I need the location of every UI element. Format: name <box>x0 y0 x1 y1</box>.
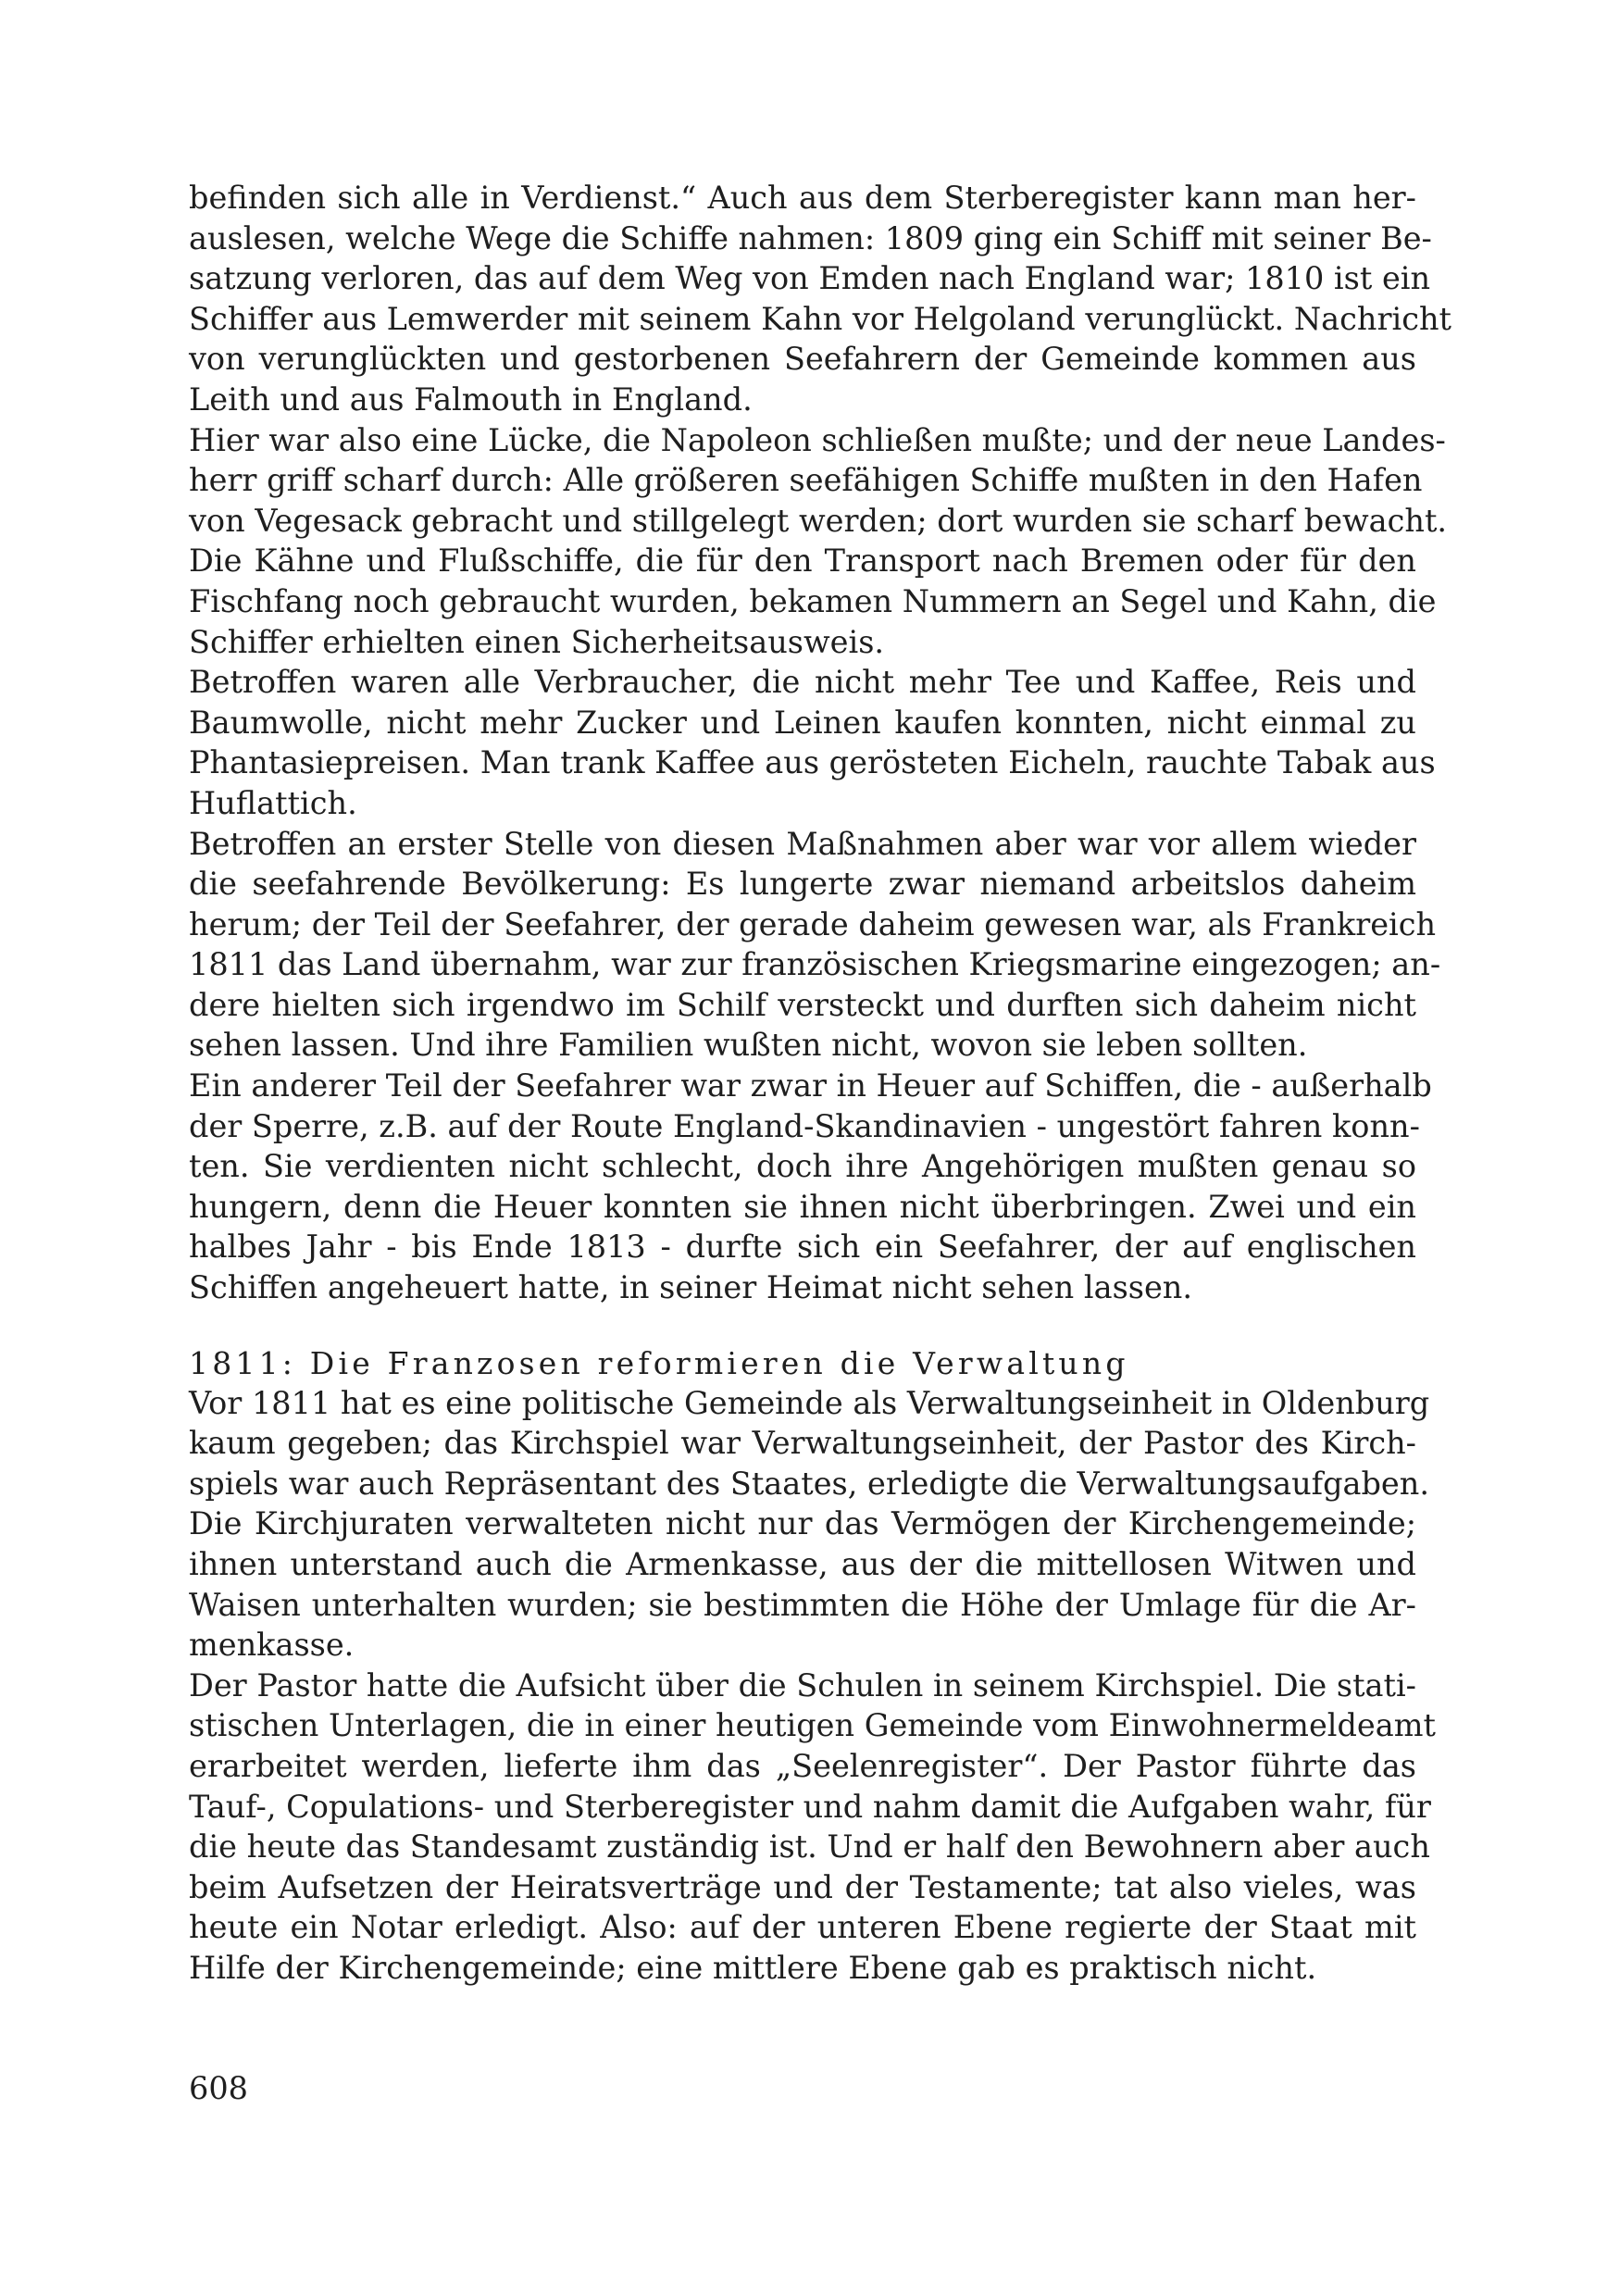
paragraph <box>189 824 1441 1067</box>
text-line: Hier war also eine Lücke, die Napoleon schließen mußte; und der neue Landes- <box>189 421 1446 458</box>
text-line: Baumwolle, nicht mehr Zucker und Leinen kaufen konnten, nicht einmal zu <box>189 704 1416 741</box>
text-line: heute ein Notar erledigt. Also: auf der unteren Ebene regierte der Staat mit <box>189 1909 1416 1946</box>
text-line: 1811 das Land übernahm, war zur französischen Kriegsmarine eingezogen; an- <box>189 946 1441 983</box>
text-line: Fischfang noch gebraucht wurden, bekamen Nummern an Segel und Kahn, die <box>189 582 1437 619</box>
text-line: der Sperre, z.B. auf der Route England-Skandinavien - ungestört fahren konn- <box>189 1107 1420 1144</box>
text-line: Die Kirchjuraten verwalteten nicht nur das Vermögen der Kirchengemeinde; <box>189 1505 1416 1542</box>
text-line: Schiffer aus Lemwerder mit seinem Kahn vor Helgoland verunglückt. Nachricht <box>189 300 1451 337</box>
text-line: ten. Sie verdienten nicht schlecht, doch ihre Angehörigen mußten genau so <box>189 1148 1416 1185</box>
text-line: herum; der Teil der Seefahrer, der gerade daheim gewesen war, als Frankreich <box>189 905 1437 942</box>
text-line: Schiffen angeheuert hatte, in seiner Heimat nicht sehen lassen. <box>189 1269 1193 1306</box>
text-line: Huflattich. <box>189 784 357 821</box>
text-line: hungern, denn die Heuer konnten sie ihnen nicht überbringen. Zwei und ein <box>189 1188 1416 1225</box>
page-body <box>189 178 1451 1989</box>
text-line: Tauf-, Copulations- und Sterberegister und nahm damit die Aufgaben wahr, für <box>189 1788 1431 1825</box>
text-line: befinden sich alle in Verdienst.“ Auch aus dem Sterberegister kann man her- <box>189 180 1416 216</box>
text-line: satzung verloren, das auf dem Weg von Emden nach England war; 1810 ist ein <box>189 260 1431 297</box>
text-line: Der Pastor hatte die Aufsicht über die Schulen in seinem Kirchspiel. Die stati- <box>189 1666 1416 1703</box>
text-line: menkasse. <box>189 1627 355 1664</box>
text-line: Betroffen waren alle Verbraucher, die nicht mehr Tee und Kaffee, Reis und <box>189 664 1416 701</box>
section-heading: 1811: Die Franzosen reformieren die Verwaltung <box>189 1344 1129 1381</box>
text-line: stischen Unterlagen, die in einer heutigen Gemeinde vom Einwohnermeldeamt <box>189 1707 1436 1744</box>
text-line: sehen lassen. Und ihre Familien wußten nicht, wovon sie leben sollten. <box>189 1027 1308 1064</box>
text-line: die heute das Standesamt zuständig ist. Und er half den Bewohnern aber auch <box>189 1828 1430 1866</box>
text-line: Vor 1811 hat es eine politische Gemeinde als Verwaltungseinheit in Oldenburg <box>189 1384 1430 1421</box>
text-block-top <box>189 178 1451 1308</box>
text-line: beim Aufsetzen der Heiratsverträge und der Testamente; tat also vieles, was <box>189 1868 1416 1905</box>
text-line: halbes Jahr - bis Ende 1813 - durfte sich ein Seefahrer, der auf englischen <box>189 1229 1416 1266</box>
text-line: ihnen unterstand auch die Armenkasse, aus der die mittellosen Witwen und <box>189 1546 1416 1582</box>
paragraph <box>189 178 1451 420</box>
text-line: Die Kähne und Flußschiffe, die für den Transport nach Bremen oder für den <box>189 543 1416 580</box>
text-line: erarbeitet werden, lieferte ihm das „Seelenregister“. Der Pastor führte das <box>189 1747 1416 1784</box>
text-line: auslesen, welche Wege die Schiffe nahmen: 1809 ging ein Schiff mit seiner Be- <box>189 219 1432 256</box>
text-line: von verunglückten und gestorbenen Seefahrern der Gemeinde kommen aus <box>189 341 1416 378</box>
text-line: dere hielten sich irgendwo im Schilf versteckt und durften sich daheim nicht <box>189 986 1416 1023</box>
page-number: 608 <box>189 2070 248 2106</box>
text-line: spiels war auch Repräsentant des Staates, erledigte die Verwaltungsaufgaben. <box>189 1465 1429 1502</box>
paragraph <box>189 1666 1436 1989</box>
text-line: Phantasiepreisen. Man trank Kaffee aus gerösteten Eicheln, rauchte Tabak aus <box>189 744 1436 781</box>
text-line: Leith und aus Falmouth in England. <box>189 381 753 418</box>
text-line: Hilfe der Kirchengemeinde; eine mittlere Ebene gab es praktisch nicht. <box>189 1949 1317 1986</box>
paragraph <box>189 420 1448 663</box>
text-block-bottom <box>189 1383 1436 1989</box>
text-line: Waisen unterhalten wurden; sie bestimmten die Höhe der Umlage für die Ar- <box>189 1586 1416 1623</box>
text-line: Schiffer erhielten einen Sicherheitsausweis. <box>189 623 885 660</box>
text-line: herr griff scharf durch: Alle größeren seefähigen Schiffe mußten in den Hafen <box>189 462 1423 499</box>
text-line: Ein anderer Teil der Seefahrer war zwar in Heuer auf Schiffen, die - außerhalb <box>189 1067 1432 1104</box>
text-line: Betroffen an erster Stelle von diesen Maßnahmen aber war vor allem wieder <box>189 825 1416 862</box>
paragraph <box>189 662 1436 823</box>
text-line: kaum gegeben; das Kirchspiel war Verwaltungseinheit, der Pastor des Kirch- <box>189 1425 1416 1462</box>
paragraph <box>189 1066 1432 1308</box>
paragraph <box>189 1383 1430 1666</box>
text-line: von Vegesack gebracht und stillgelegt werden; dort wurden sie scharf bewacht. <box>189 502 1448 539</box>
text-line: die seefahrende Bevölkerung: Es lungerte zwar niemand arbeitslos daheim <box>189 866 1416 903</box>
